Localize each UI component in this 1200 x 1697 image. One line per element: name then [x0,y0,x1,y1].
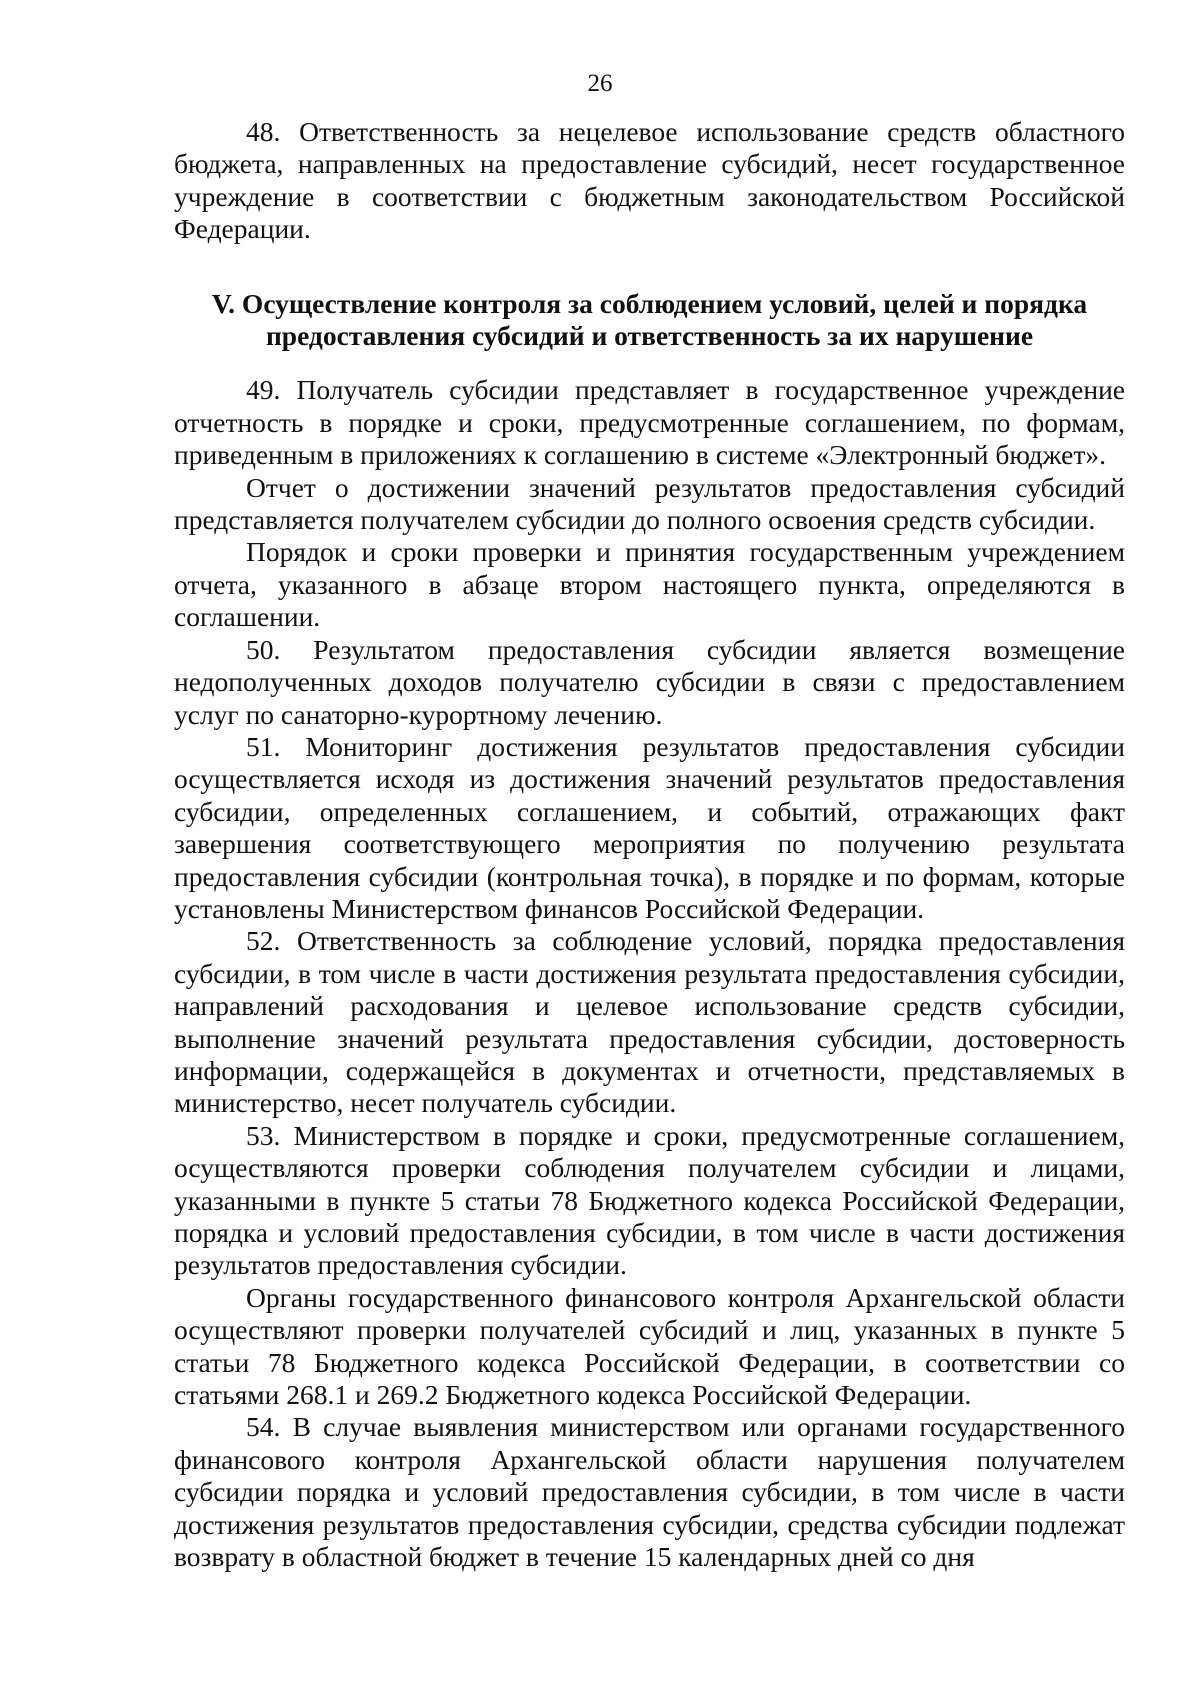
section-heading-line-2: предоставления субсидий и ответственность за их нарушение [265,320,1034,352]
section-heading-line-1: V. Осуществление контроля за соблюдением условий, целей и порядка [211,287,1088,319]
paragraph-54: 54. В случае выявления министерством или органами государственного финансового контроля Архангельской области нарушения получателем субсидии порядка и условий предоставления субсидии, в том числе в части достижения результатов предоставления субсидии, средства субсидии подлежат возврату в областной бюджет в течение 15 календарных дней со дня [174,1411,1125,1573]
paragraph-50: 50. Результатом предоставления субсидии является возмещение недополученных доходов получателю субсидии в связи с предоставлением услуг по санаторно-курортному лечению. [174,633,1125,730]
page-number: 26 [587,70,613,97]
paragraph-52: 52. Ответственность за соблюдение условий, порядка предоставления субсидии, в том числе в части достижения результата предоставления субсидии, направлений расходования и целевое использование средств субсидии, выполнение значений результата предоставления субсидии, достоверность информации, содержащейся в документах и отчетности, представляемых в министерство, несет получатель субсидии. [174,925,1125,1119]
paragraph-53-control: Органы государственного финансового контроля Архангельской области осуществляют проверки получателей субсидий и лиц, указанных в пункте 5 статьи 78 Бюджетного кодекса Российской Федерации, в соответствии со статьями 268.1 и 269.2 Бюджетного кодекса Российской Федерации. [174,1281,1125,1411]
paragraph-49-procedure: Порядок и сроки проверки и принятия государственным учреждением отчета, указанного в абзаце втором настоящего пункта, определяются в соглашении. [174,536,1125,633]
paragraph-53: 53. Министерством в порядке и сроки, предусмотренные соглашением, осуществляются проверки соблюдения получателем субсидии и лицами, указанными в пункте 5 статьи 78 Бюджетного кодекса Российской Федерации, порядка и условий предоставления субсидии, в том числе в части достижения результатов предоставления субсидии. [174,1119,1125,1281]
section-heading [174,288,1125,353]
paragraph-49-report: Отчет о достижении значений результатов предоставления субсидий представляется получателем субсидии до полного освоения средств субсидии. [174,471,1125,536]
paragraph-51: 51. Мониторинг достижения результатов предоставления субсидии осуществляется исходя из достижения значений результатов предоставления субсидии, определенных соглашением, и событий, отражающих факт завершения соответствующего мероприятия по получению результата предоставления субсидии (контрольная точка), в порядке и по формам, которые установлены Министерством финансов Российской Федерации. [174,730,1125,924]
paragraph-48: 48. Ответственность за нецелевое использование средств областного бюджета, направленных на предоставление субсидий, несет государственное учреждение в соответствии с бюджетным законодательством Российской Федерации. [174,116,1125,245]
paragraph-49: 49. Получатель субсидии представляет в государственное учреждение отчетность в порядке и сроки, предусмотренные соглашением, по формам, приведенным в приложениях к соглашению в системе «Электронный бюджет». [174,374,1125,471]
document-body [174,116,1125,1573]
